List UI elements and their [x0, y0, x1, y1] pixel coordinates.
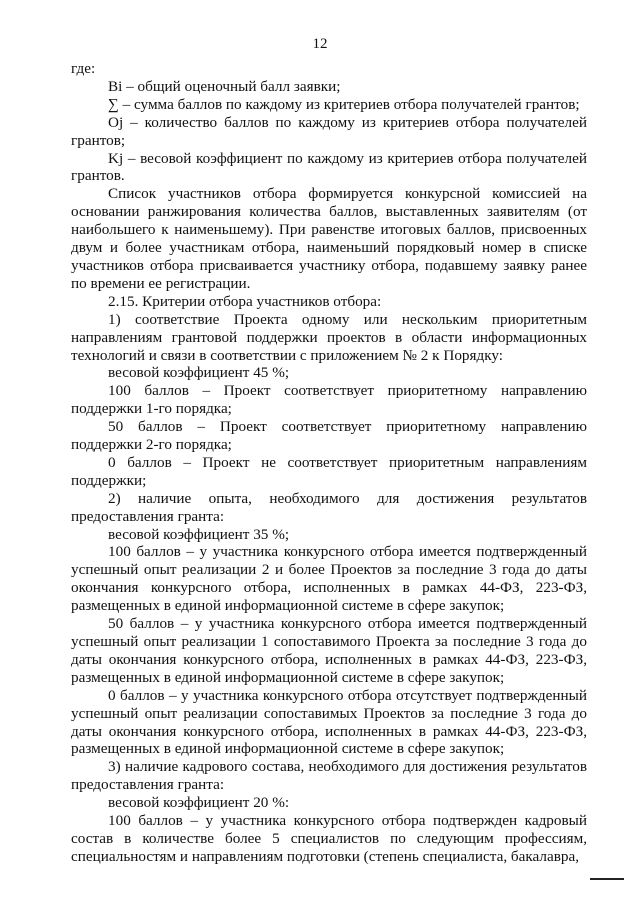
- criterion-2-score-0: 0 баллов – у участника конкурсного отбора отсутствует подтвержденный успешный опыт реализации сопоставимых Проектов за последние 3 года до даты окончания конкурсного отбора, исполненных в рамках 44-ФЗ, 223-ФЗ, размещенных в единой информационной системе в сфере закупок;: [71, 686, 587, 758]
- paragraph-kj-definition: Kj – весовой коэффициент по каждому из критериев отбора получателей грантов.: [71, 149, 587, 185]
- page-number: 12: [312, 36, 328, 52]
- section-heading-2-15: 2.15. Критерии отбора участников отбора:: [108, 292, 382, 310]
- paragraph-oj-definition: Oj – количество баллов по каждому из критериев отбора получателей грантов;: [71, 113, 587, 149]
- paragraph-ranking: Список участников отбора формируется конкурсной комиссией на основании ранжирования количества баллов, выставленных заявителям (от наибольшего к наименьшему). При равенстве итоговых баллов, присвоенных двум и более участникам отбора, наименьший порядковый номер в списке участников отбора присваивается участнику отбора, подавшему заявку ранее по времени ее регистрации.: [71, 185, 587, 292]
- criterion-3-score-100: 100 баллов – у участника конкурсного отбора подтвержден кадровый состав в количестве более 5 специалистов по следующим профессиям, специальностям и направлениям подготовки (степень специалиста, бакалавра,: [71, 812, 587, 865]
- criterion-1-weight: весовой коэффициент 45 %;: [108, 364, 290, 382]
- criterion-2-score-50: 50 баллов – у участника конкурсного отбора имеется подтвержденный успешный опыт реализации 1 сопоставимого Проекта за последние 3 года до даты окончания конкурсного отбора, исполненных в рамках 44-ФЗ, 223-ФЗ, размещенных в единой информационной системе в сфере закупок;: [71, 615, 587, 686]
- footer-line: [590, 878, 624, 880]
- criterion-1: 1) соответствие Проекта одному или нескольким приоритетным направлениям грантовой поддержки проектов в области информационных технологий и связи в соответствии с приложением № 2 к Порядку:: [71, 310, 587, 364]
- criterion-1-score-0: 0 баллов – Проект не соответствует приоритетным направлениям поддержки;: [71, 453, 587, 489]
- criterion-2-score-100: 100 баллов – у участника конкурсного отбора имеется подтвержденный успешный опыт реализации 2 и более Проектов за последние 3 года до даты окончания конкурсного отбора, исполненных в рамках 44-ФЗ, 223-ФЗ, размещенных в единой информационной системе в сфере закупок;: [71, 543, 587, 615]
- paragraph-bi-definition: Bi – общий оценочный балл заявки;: [108, 77, 341, 95]
- criterion-3: 3) наличие кадрового состава, необходимого для достижения результатов предоставления гранта:: [71, 758, 587, 794]
- criterion-2: 2) наличие опыта, необходимого для достижения результатов предоставления гранта:: [71, 489, 587, 525]
- paragraph-where: где:: [71, 60, 96, 77]
- criterion-1-score-50: 50 баллов – Проект соответствует приоритетному направлению поддержки 2-го порядка;: [71, 418, 587, 454]
- criterion-3-weight: весовой коэффициент 20 %:: [108, 794, 290, 812]
- criterion-1-score-100: 100 баллов – Проект соответствует приоритетному направлению поддержки 1-го порядка;: [71, 382, 587, 418]
- document-body: [71, 60, 587, 866]
- paragraph-sum-definition: ∑ – сумма баллов по каждому из критериев отбора получателей грантов;: [108, 95, 580, 113]
- criterion-2-weight: весовой коэффициент 35 %;: [108, 525, 290, 543]
